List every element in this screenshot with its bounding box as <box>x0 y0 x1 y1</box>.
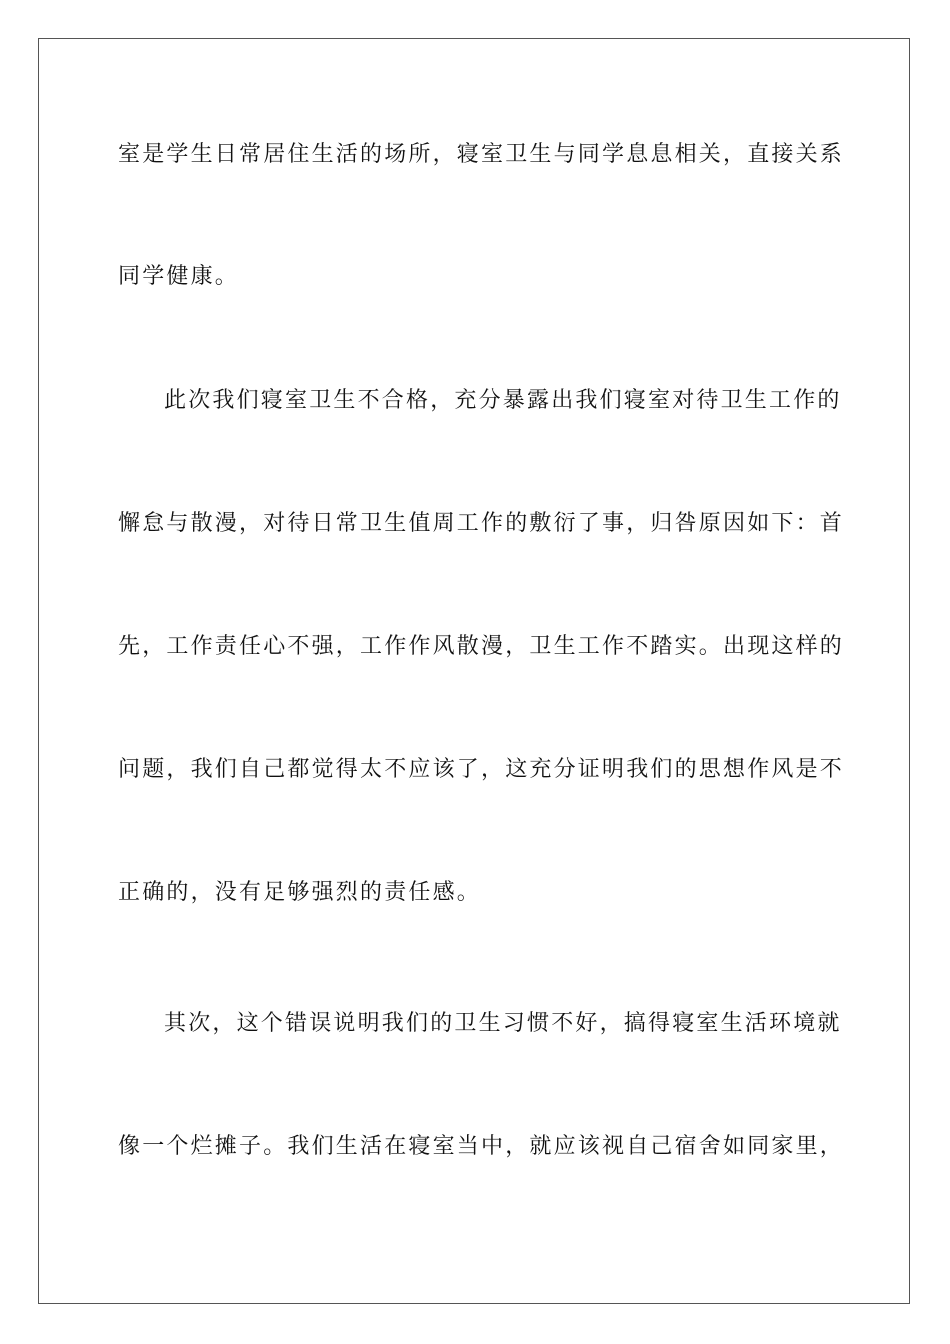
paragraph-first-line: 其次，这个错误说明我们的卫生习惯不好，搞得寝室生活环境就 <box>164 1011 842 1036</box>
text-line: 正确的，没有足够强烈的责任感。 <box>118 880 482 905</box>
text-line: 室是学生日常居住生活的场所，寝室卫生与同学息息相关，直接关系 <box>118 142 845 167</box>
text-line: 同学健康。 <box>118 264 240 289</box>
text-line: 先，工作责任心不强，工作作风散漫，卫生工作不踏实。出现这样的 <box>118 634 845 659</box>
text-line: 像一个烂摊子。我们生活在寝室当中，就应该视自己宿舍如同家里， <box>118 1134 845 1159</box>
paragraph-first-line: 此次我们寝室卫生不合格，充分暴露出我们寝室对待卫生工作的 <box>164 388 842 413</box>
text-line: 问题，我们自己都觉得太不应该了，这充分证明我们的思想作风是不 <box>118 757 845 782</box>
page-border <box>38 38 910 1304</box>
text-line: 懈怠与散漫，对待日常卫生值周工作的敷衍了事，归咎原因如下：首 <box>118 511 845 536</box>
